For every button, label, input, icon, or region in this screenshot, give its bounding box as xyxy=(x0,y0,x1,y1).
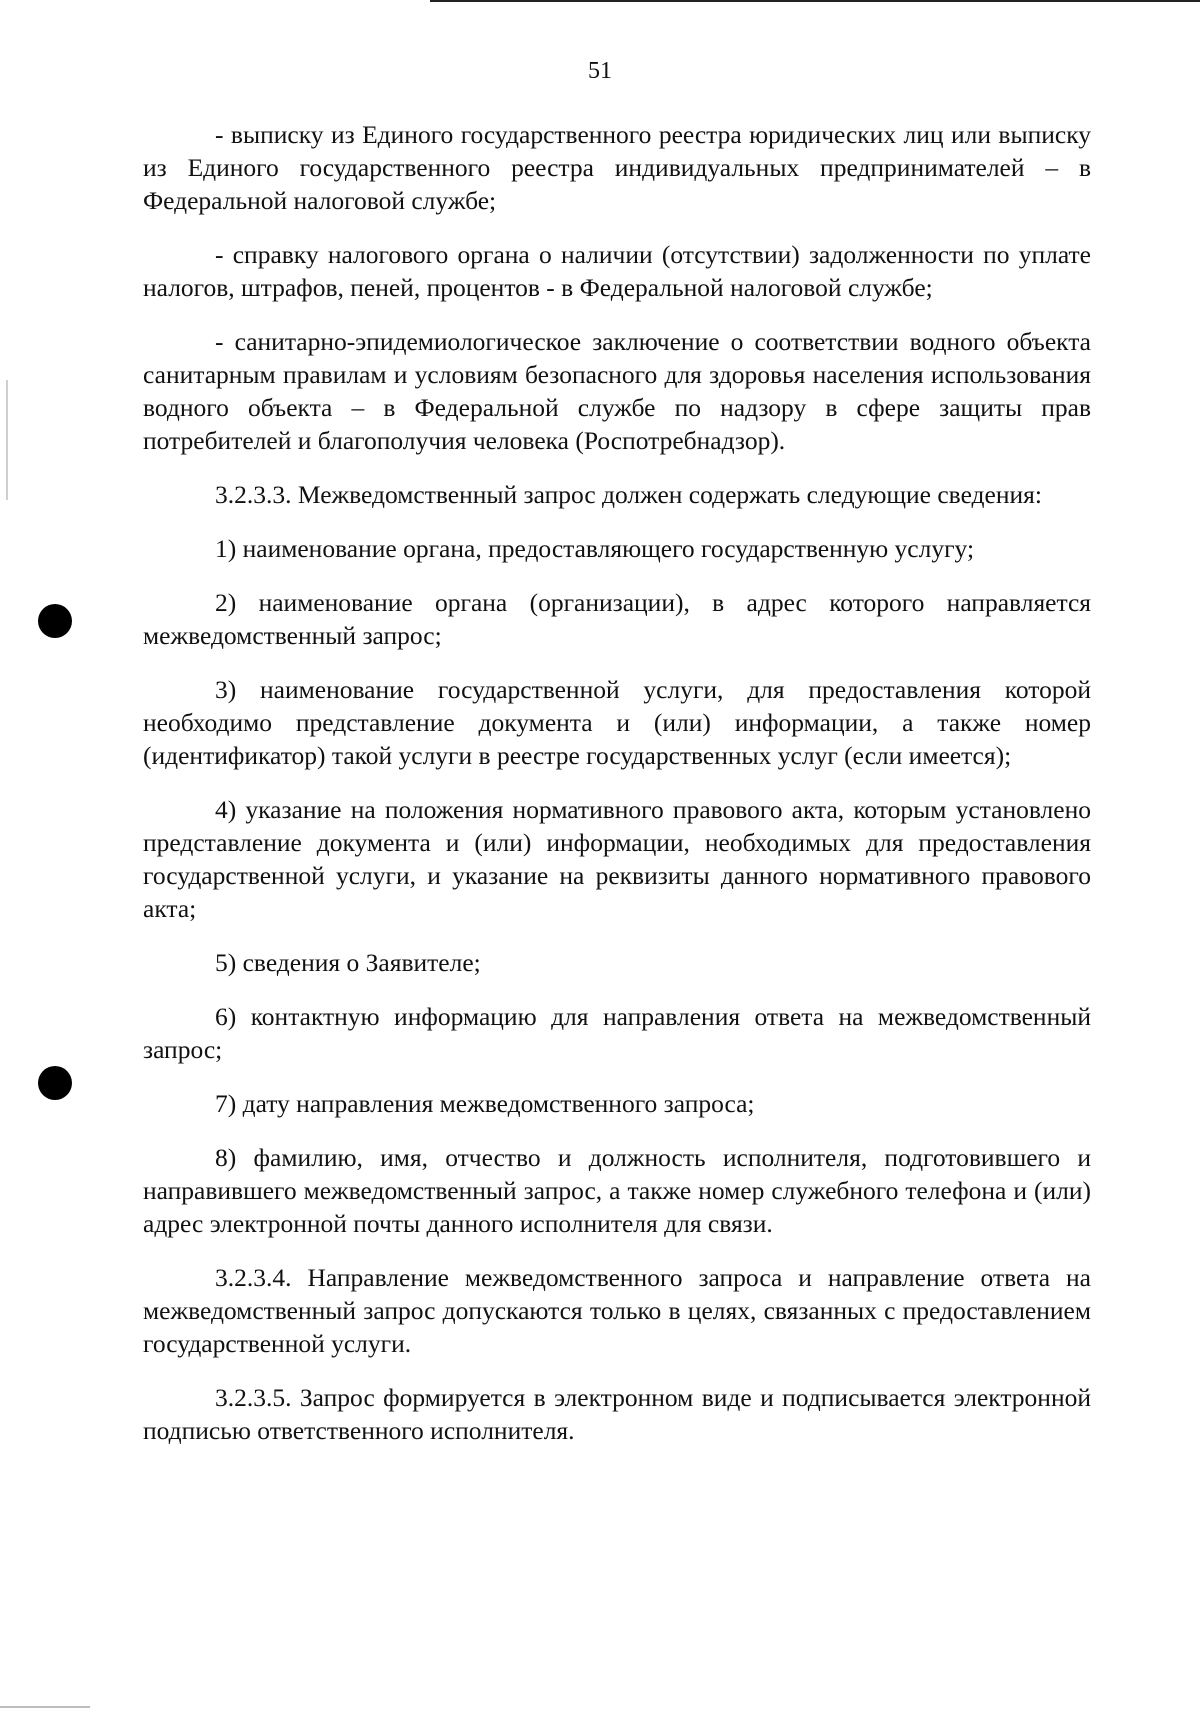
list-item-8: 8) фамилию, имя, отчество и должность исполнителя, подготовившего и направившего межведомственный запрос, а также номер служебного телефона и (или) адрес электронной почты данного исполнителя для связи. xyxy=(143,1143,1091,1238)
list-item-1: 1) наименование органа, предоставляющего государственную услугу; xyxy=(215,534,975,563)
paragraph-egrul-extract: - выписку из Единого государственного реестра юридических лиц или выписку из Единого государственного реестра индивидуальных предпринимателей – в Федеральной налоговой службе; xyxy=(143,120,1091,215)
top-border-line xyxy=(430,0,1200,2)
scan-edge-mark xyxy=(0,1706,90,1708)
list-item-5: 5) сведения о Заявителе; xyxy=(215,948,481,977)
paragraph-3-2-3-5: 3.2.3.5. Запрос формируется в электронном виде и подписывается электронной подписью ответственного исполнителя. xyxy=(143,1383,1091,1445)
list-item-4: 4) указание на положения нормативного правового акта, которым установлено представление документа и (или) информации, необходимых для предоставления государственной услуги, и указание на реквизиты данного нормативного правового акта; xyxy=(143,795,1091,923)
paragraph-tax-certificate: - справку налогового органа о наличии (отсутствии) задолженности по уплате налогов, штрафов, пеней, процентов - в Федеральной налоговой службе; xyxy=(143,240,1091,302)
paragraph-3-2-3-4: 3.2.3.4. Направление межведомственного запроса и направление ответа на межведомственный запрос допускаются только в целях, связанных с предоставлением государственной услуги. xyxy=(143,1263,1091,1358)
punch-hole-mark xyxy=(38,604,72,638)
scan-edge-mark xyxy=(6,380,8,500)
paragraph-3-2-3-3: 3.2.3.3. Межведомственный запрос должен содержать следующие сведения: xyxy=(215,480,1042,509)
document-body xyxy=(143,118,1091,1447)
page-number: 51 xyxy=(588,58,612,84)
list-item-3: 3) наименование государственной услуги, для предоставления которой необходимо представление документа и (или) информации, а также номер (идентификатор) такой услуги в реестре государственных услуг (если имеется); xyxy=(143,675,1091,770)
punch-hole-mark xyxy=(38,1066,72,1100)
paragraph-sanitary-conclusion: - санитарно-эпидемиологическое заключение о соответствии водного объекта санитарным правилам и условиям безопасного для здоровья населения использования водного объекта – в Федеральной службе по надзору в сфере защиты прав потребителей и благополучия человека (Роспотребнадзор). xyxy=(143,327,1091,455)
list-item-7: 7) дату направления межведомственного запроса; xyxy=(215,1089,755,1118)
list-item-2: 2) наименование органа (организации), в адрес которого направляется межведомственный запрос; xyxy=(143,588,1091,650)
list-item-6: 6) контактную информацию для направления ответа на межведомственный запрос; xyxy=(143,1002,1091,1064)
